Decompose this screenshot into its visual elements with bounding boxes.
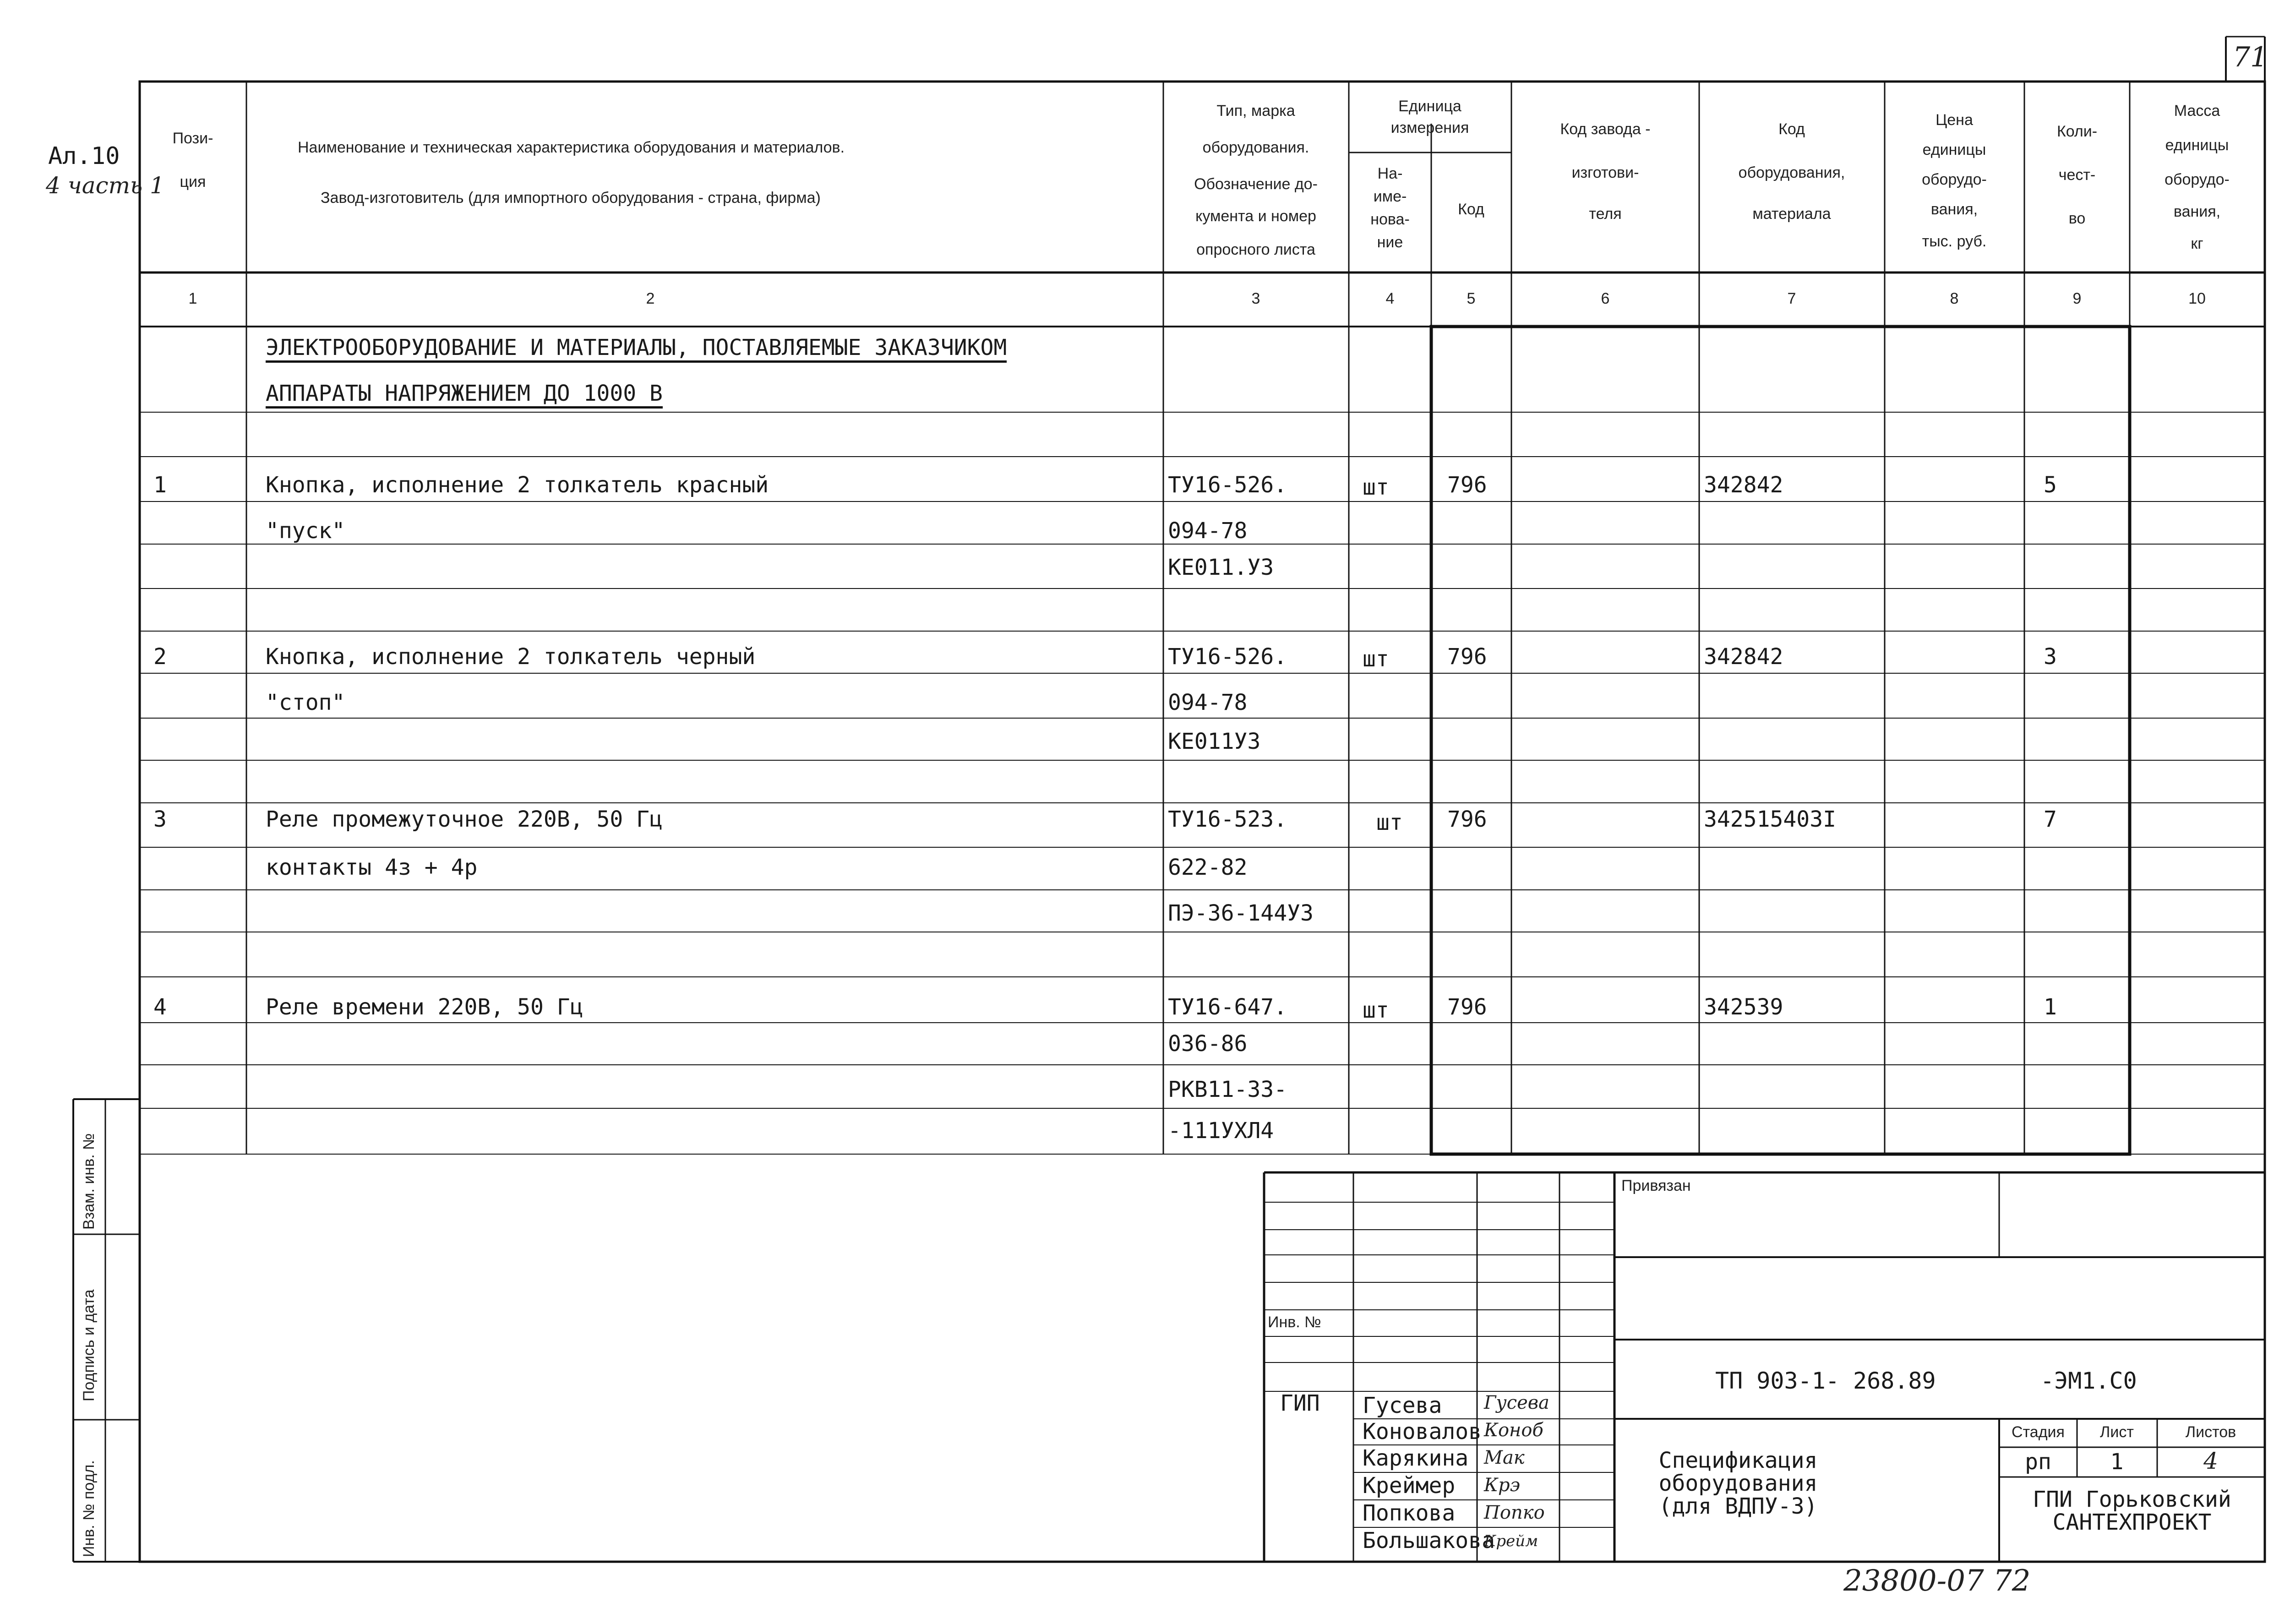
section-subtitle: АППАРАТЫ НАПРЯЖЕНИЕМ ДО 1000 В [266,382,663,409]
item-unit-code: 796 [1447,994,1487,1020]
header-mass-4: вания, [2173,203,2221,220]
header-mass-5: кг [2191,235,2203,252]
item-type: КЕ011У3 [1168,729,1261,754]
header-mfr-code-1: Код завода - [1560,120,1651,138]
item-qty: 1 [2044,994,2057,1020]
header-mfr-code-3: теля [1589,205,1622,223]
organization-name: ГПИ Горьковский [2033,1487,2231,1512]
item-position: 4 [153,994,167,1020]
header-type-3: Обозначение до- [1194,175,1318,193]
header-equip-code-2: оборудования, [1738,164,1845,181]
role-label: ГИП [1280,1390,1320,1416]
item-equip-code: 342842 [1704,472,1783,498]
sheet-label: Лист [2100,1423,2134,1441]
stage-value: рп [2025,1449,2051,1475]
header-price-2: единицы [1922,141,1986,158]
col-number: 9 [2072,290,2082,307]
item-type: ПЭ-36-144У3 [1168,900,1314,926]
header-unit-code: Код [1458,201,1484,218]
sheet-number: 71 [2233,41,2268,73]
header-mass-2: единицы [2165,136,2229,154]
stage-label: Стадия [2012,1423,2065,1441]
bound-label: Привязан [1621,1177,1691,1194]
item-unit-code: 796 [1447,472,1487,498]
item-type: ТУ16-523. [1168,807,1287,832]
col-number: 3 [1251,290,1260,307]
side-stamp-replacement: Взам. инв. № [80,1133,98,1230]
header-mfr-code-2: изготови- [1571,164,1639,181]
col-number: 2 [646,290,655,307]
signature: Попко [1484,1502,1545,1523]
item-unit: шт [1363,646,1389,672]
header-unit-name-3: нова- [1370,211,1410,228]
item-type: 622-82 [1168,855,1248,880]
document-title: оборудования [1658,1471,1818,1496]
col-number: 6 [1601,290,1610,307]
item-name-cont: "стоп" [266,690,345,715]
item-name: Реле промежуточное 220В, 50 Гц [266,807,663,832]
item-equip-code: 342539 [1704,994,1783,1020]
side-stamp-inventory: Инв. № подл. [80,1460,98,1557]
inventory-label: Инв. № [1268,1313,1321,1331]
item-unit: шт [1363,997,1389,1023]
header-mass-1: Масса [2174,102,2220,120]
sheets-value: 4 [2203,1448,2218,1474]
header-type-1: Тип, марка [1216,102,1295,120]
document-title: Спецификация [1658,1448,1818,1473]
col-number: 5 [1467,290,1476,307]
header-manufacturer: Завод-изготовитель (для импортного оборудования - страна, фирма) [321,189,821,207]
section-title: ЭЛЕКТРООБОРУДОВАНИЕ И МАТЕРИАЛЫ, ПОСТАВЛЯЕМЫЕ ЗАКАЗЧИКОМ [266,337,1007,363]
header-qty-2: чест- [2058,166,2096,184]
document-suffix: -ЭМ1.С0 [2040,1368,2137,1394]
side-stamp-signature: Подпись и дата [80,1289,98,1401]
item-name-cont: "пуск" [266,518,345,544]
header-position: Пози- [172,130,213,147]
item-qty: 3 [2044,644,2057,670]
item-position: 3 [153,807,167,832]
item-unit: шт [1363,474,1389,500]
item-qty: 7 [2044,807,2057,832]
header-price-5: тыс. руб. [1922,233,1987,250]
col-number: 10 [2188,290,2206,307]
document-code: ТП 903-1- 268.89 [1715,1368,1936,1394]
item-unit: шт [1376,810,1403,835]
item-type: 094-78 [1168,518,1248,544]
item-name: Кнопка, исполнение 2 толкатель красный [266,472,769,498]
header-unit-group-1: Единица [1398,98,1461,115]
header-qty-3: во [2068,210,2086,227]
item-equip-code: 342515403I [1704,807,1836,832]
footer-number: 23800-07 72 [1843,1564,2031,1598]
person-name: Гусева [1363,1393,1442,1418]
col-number: 4 [1385,290,1395,307]
item-type: РКВ11-33- [1168,1077,1287,1102]
part-label: 4 часть 1 [46,172,164,199]
signature: Крейм [1484,1532,1538,1550]
col-number: 1 [188,290,197,307]
sheet-value: 1 [2110,1449,2124,1475]
signature: Гусева [1484,1392,1549,1413]
col-number: 8 [1950,290,1959,307]
header-mass-3: оборудо- [2165,171,2230,188]
item-type: 036-86 [1168,1031,1248,1057]
header-type-5: опросного листа [1196,241,1315,258]
sheets-label: Листов [2185,1423,2236,1441]
header-type-2: оборудования. [1202,139,1309,156]
header-price-3: оборудо- [1922,171,1987,188]
header-unit-name-4: ние [1377,234,1403,251]
item-type: 094-78 [1168,690,1248,715]
header-price-1: Цена [1936,111,1973,129]
header-price-4: вания, [1930,201,1978,218]
organization-name: САНТЕХПРОЕКТ [2052,1510,2212,1535]
signature: Мак [1484,1447,1525,1468]
item-type: ТУ16-647. [1168,994,1287,1020]
signature: Коноб [1484,1420,1543,1441]
header-equip-code-3: материала [1752,205,1831,223]
item-name-cont: контакты 4з + 4р [266,855,478,880]
header-equip-code-1: Код [1778,120,1805,138]
header-type-4: кумента и номер [1195,207,1316,225]
item-type: -111УХЛ4 [1168,1118,1274,1144]
item-qty: 5 [2044,472,2057,498]
item-unit-code: 796 [1447,644,1487,670]
col-number: 7 [1787,290,1796,307]
document-title: (для ВДПУ-3) [1658,1493,1818,1519]
person-name: Коновалов [1363,1419,1482,1444]
item-name: Реле времени 220В, 50 Гц [266,994,583,1020]
item-position: 1 [153,472,167,498]
header-unit-name-1: На- [1377,165,1403,182]
header-name: Наименование и техническая характеристика оборудования и материалов. [298,139,845,156]
item-type: КЕ011.У3 [1168,555,1274,580]
item-equip-code: 342842 [1704,644,1783,670]
item-type: ТУ16-526. [1168,644,1287,670]
signature: Крэ [1484,1475,1520,1496]
header-qty-1: Коли- [2056,123,2098,140]
header-unit-group-2: измерения [1390,119,1469,136]
person-name: Попкова [1363,1500,1456,1526]
header-unit-name-2: име- [1373,188,1407,205]
item-name: Кнопка, исполнение 2 толкатель черный [266,644,756,670]
item-type: ТУ16-526. [1168,472,1287,498]
person-name: Большакова [1363,1528,1495,1553]
item-unit-code: 796 [1447,807,1487,832]
person-name: Карякина [1363,1445,1469,1471]
person-name: Креймер [1363,1473,1456,1499]
header-position-2: ция [180,173,206,191]
album-label: Ал.10 [48,142,120,170]
item-position: 2 [153,644,167,670]
